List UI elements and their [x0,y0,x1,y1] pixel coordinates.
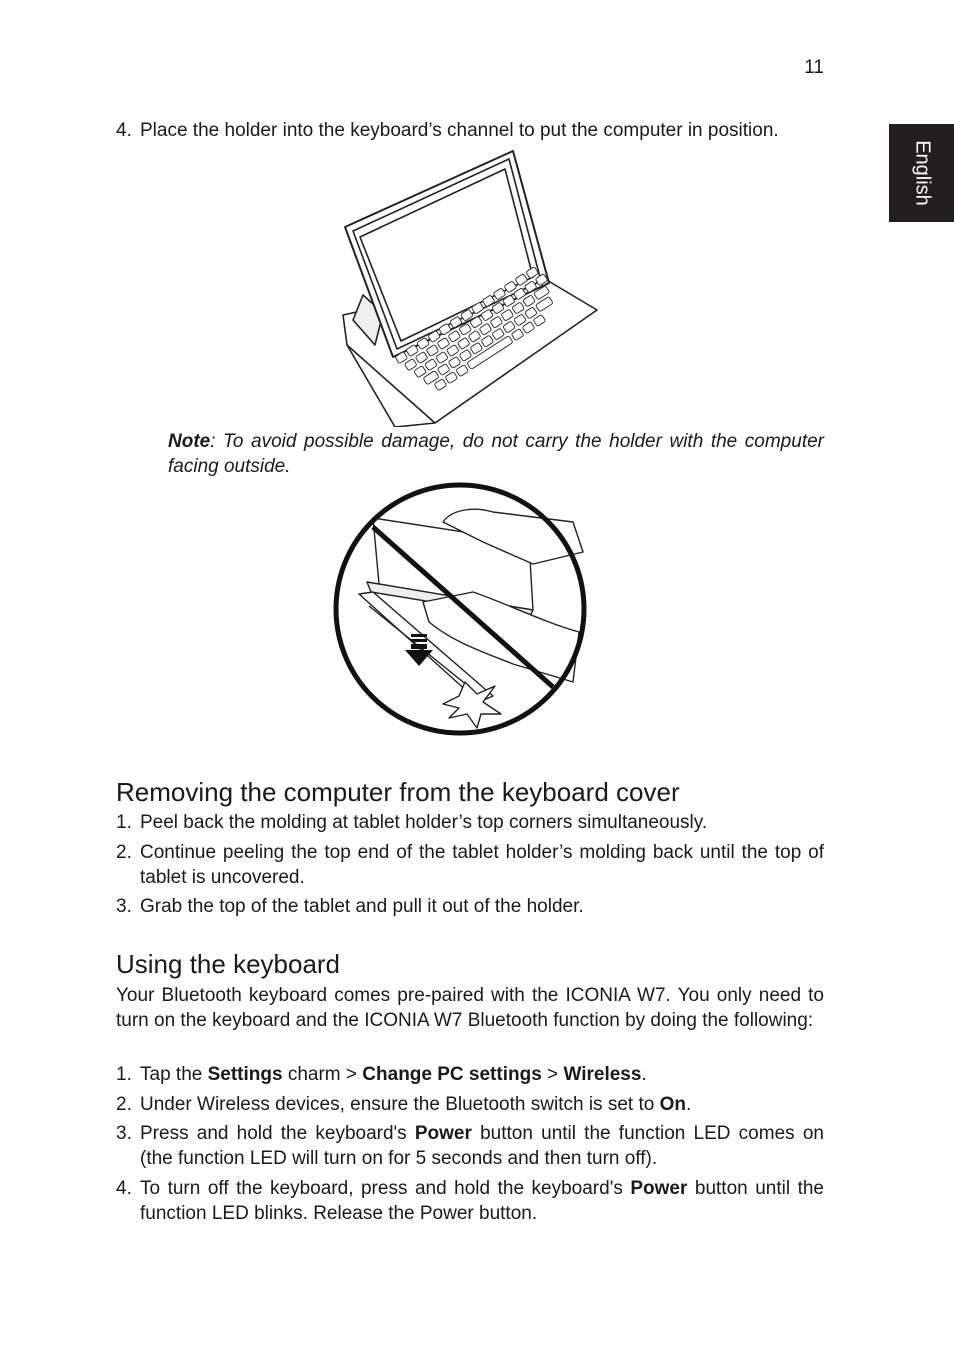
removing-step-3 [116,894,824,919]
step-number: 1. [116,812,132,833]
keyboard-heading: Using the keyboard [116,949,341,979]
page-number: 11 [804,57,824,78]
change-pc-settings-term: Change PC settings [362,1064,542,1085]
language-tab [889,124,954,222]
power-term: Power [414,1123,472,1144]
language-tab-label: English [911,140,933,206]
removing-step-1 [116,810,824,835]
step-text: Peel back the molding at tablet holder’s top corners simultaneously. [140,812,708,833]
wireless-term: Wireless [563,1064,642,1085]
step-text: To turn off the keyboard, press and hold the keyboard's Power button until the function LED blinks. Release the Power button. [140,1178,825,1224]
power-term: Power [630,1178,688,1199]
step-number: 2. [116,1094,132,1115]
step-text: Tap the Settings charm > Change PC settings > Wireless. [140,1064,647,1085]
keyboard-step-3 [116,1121,824,1171]
step-number: 4. [116,1178,132,1199]
keyboard-step-1 [116,1062,824,1087]
step-text: Grab the top of the tablet and pull it out of the holder. [140,896,584,917]
step-number: 3. [116,1123,132,1144]
on-term: On [659,1094,686,1115]
removing-heading: Removing the computer from the keyboard cover [116,777,680,807]
removing-step-2 [116,840,824,890]
tablet-in-keyboard-illustration [335,145,605,427]
step-text: Place the holder into the keyboard’s channel to put the computer in position. [140,120,779,141]
step-number: 4. [116,120,132,141]
step-text: Under Wireless devices, ensure the Bluetooth switch is set to On. [140,1094,692,1115]
step-number: 2. [116,842,132,863]
step-text: Press and hold the keyboard's Power button until the function LED comes on (the function LED will turn on for 5 seconds and then turn off). [140,1123,824,1169]
step-text: Continue peeling the top end of the tablet holder’s molding back until the top of tablet is uncovered. [140,842,824,888]
keyboard-step-2 [116,1092,824,1117]
step-place-holder [116,118,824,143]
note-label: Note [168,431,211,452]
step-number: 3. [116,896,132,917]
settings-term: Settings [207,1064,283,1085]
do-not-carry-illustration [333,482,589,736]
keyboard-step-4 [116,1176,824,1226]
note-text: : To avoid possible damage, do not carry the holder with the computer facing outside. [168,431,824,477]
note-paragraph [168,429,824,479]
keyboard-intro: Your Bluetooth keyboard comes pre-paired with the ICONIA W7. You only need to turn on the keyboard and the ICONIA W7 Bluetooth function by doing the following: [116,985,824,1031]
step-number: 1. [116,1064,132,1085]
